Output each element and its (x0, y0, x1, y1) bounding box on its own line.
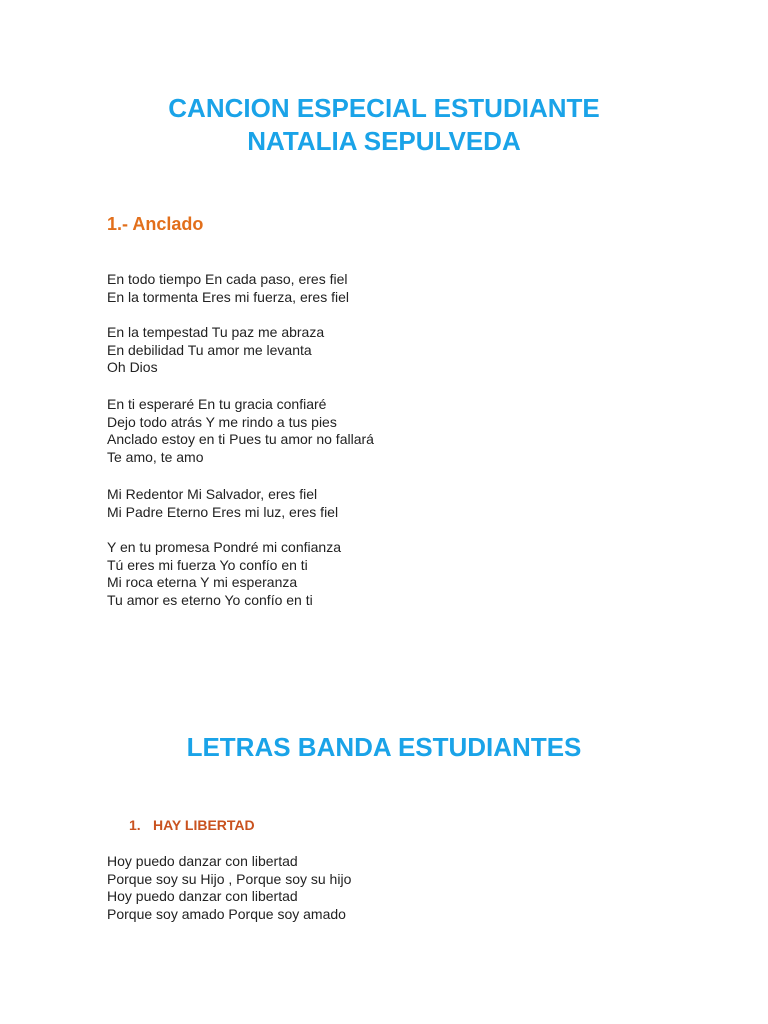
lyric-line: En debilidad Tu amor me levanta (107, 341, 312, 358)
lyrics-stanza (107, 853, 351, 923)
lyric-line: Hoy puedo danzar con libertad (107, 888, 298, 905)
lyric-line: Y en tu promesa Pondré mi confianza (107, 539, 341, 555)
lyric-line: Hoy puedo danzar con libertad (107, 853, 298, 869)
song-heading-hay-libertad (129, 815, 255, 835)
main-title-line-1: CANCION ESPECIAL ESTUDIANTE (168, 93, 600, 123)
section-title-letras-banda: LETRAS BANDA ESTUDIANTES (186, 732, 582, 762)
song-heading-label: HAY LIBERTAD (153, 817, 255, 833)
lyric-line: Mi roca eterna Y mi esperanza (107, 574, 298, 591)
lyrics-stanza (107, 324, 324, 377)
lyric-line: Porque soy amado Porque soy amado (107, 905, 346, 922)
lyric-line: Dejo todo atrás Y me rindo a tus pies (107, 413, 337, 430)
lyric-line: En todo tiempo En cada paso, eres fiel (107, 271, 348, 287)
lyric-line: Oh Dios (107, 359, 158, 376)
lyric-line: Tu amor es eterno Yo confío en ti (107, 591, 313, 608)
lyric-line: Anclado estoy en ti Pues tu amor no fallará (107, 431, 374, 448)
lyric-line: Porque soy su Hijo , Porque soy su hijo (107, 870, 352, 887)
lyrics-stanza (107, 271, 349, 306)
main-title-line-2: NATALIA SEPULVEDA (247, 126, 521, 156)
lyric-line: Mi Padre Eterno Eres mi luz, eres fiel (107, 503, 339, 520)
lyrics-stanza (107, 486, 338, 521)
lyrics-stanza (107, 396, 374, 466)
lyric-line: En la tempestad Tu paz me abraza (107, 324, 325, 340)
list-number: 1. (129, 817, 141, 833)
lyric-line: Te amo, te amo (107, 448, 204, 465)
lyric-line: Mi Redentor Mi Salvador, eres fiel (107, 486, 318, 502)
lyrics-stanza (107, 539, 341, 609)
lyric-line: Tú eres mi fuerza Yo confío en ti (107, 556, 308, 573)
lyric-line: En ti esperaré En tu gracia confiaré (107, 396, 327, 412)
song-heading-anclado: 1.- Anclado (107, 214, 204, 234)
lyric-line: En la tormenta Eres mi fuerza, eres fiel (107, 288, 349, 305)
